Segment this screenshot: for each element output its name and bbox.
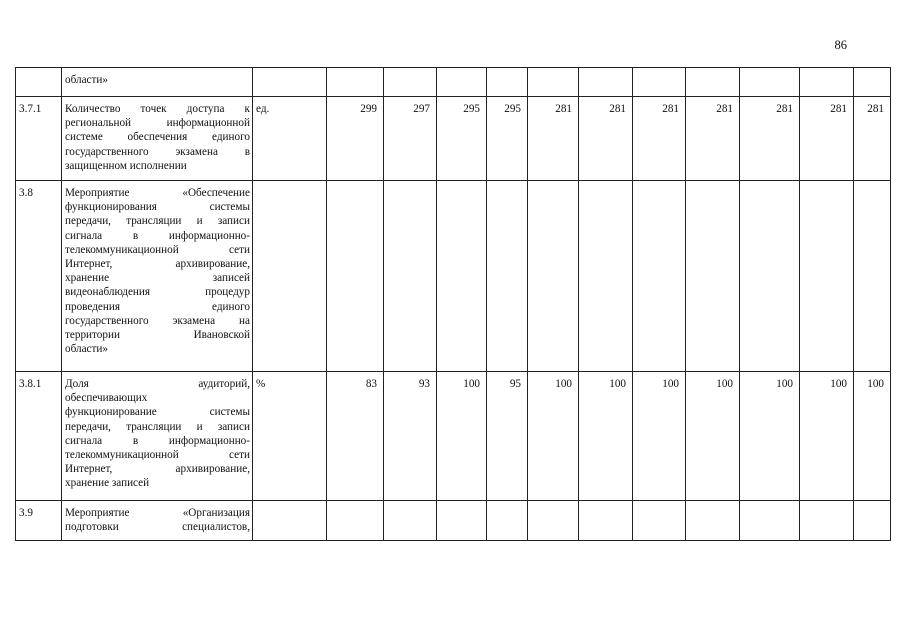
indicator-name-line: Интернет, архивирование, <box>65 258 250 271</box>
value-cell <box>685 500 739 541</box>
value-cell: 297 <box>383 96 436 180</box>
value-cell <box>527 180 578 371</box>
indicator-name-line: государственного экзамена в <box>65 145 250 158</box>
value-cell <box>486 67 527 96</box>
indicator-name-line: передачи, трансляции и записи <box>65 215 250 228</box>
value-cell: 281 <box>632 96 685 180</box>
indicator-name-line: государственного экзамена на <box>65 314 250 327</box>
indicator-name-line: подготовки специалистов, <box>65 521 250 534</box>
indicator-name-line: региональной информационной <box>65 117 250 130</box>
value-cell <box>799 180 853 371</box>
value-cell <box>383 180 436 371</box>
value-cell: 100 <box>739 371 799 500</box>
value-cell: 100 <box>527 371 578 500</box>
row-number-cell: 3.7.1 <box>15 96 61 180</box>
indicator-name-line: Мероприятие «Организация <box>65 507 250 519</box>
value-cell <box>436 500 486 541</box>
value-cell <box>578 67 632 96</box>
page-number: 86 <box>834 38 847 52</box>
indicator-name-line: обеспечивающих <box>65 392 148 405</box>
row-number-cell <box>15 67 61 96</box>
indicator-name-line: сигнала в информационно- <box>65 229 250 242</box>
indicator-name-line: Интернет, архивирование, <box>65 463 250 476</box>
value-cell: 281 <box>527 96 578 180</box>
indicator-name-line: телекоммуникационной сети <box>65 449 250 462</box>
value-cell <box>632 500 685 541</box>
indicator-name-cell <box>61 67 252 96</box>
value-cell <box>853 180 891 371</box>
indicator-name-cell <box>61 180 252 371</box>
indicator-name-line: видеонаблюдения процедур <box>65 286 250 299</box>
value-cell: 83 <box>326 371 383 500</box>
value-cell <box>486 500 527 541</box>
value-cell: 100 <box>436 371 486 500</box>
value-cell <box>799 67 853 96</box>
value-cell <box>436 67 486 96</box>
indicator-name-cell <box>61 500 252 541</box>
unit-cell: ед. <box>252 96 326 180</box>
indicator-name-cell <box>61 371 252 500</box>
value-cell <box>799 500 853 541</box>
value-cell <box>739 67 799 96</box>
unit-cell <box>252 500 326 541</box>
indicator-name-line: проведения единого <box>65 300 250 313</box>
value-cell: 295 <box>436 96 486 180</box>
indicator-name-line: передачи, трансляции и записи <box>65 420 250 433</box>
value-cell: 299 <box>326 96 383 180</box>
value-cell <box>853 67 891 96</box>
value-cell <box>578 180 632 371</box>
value-cell <box>739 180 799 371</box>
row-number-cell: 3.8 <box>15 180 61 371</box>
indicator-name-line: сигнала в информационно- <box>65 434 250 447</box>
row-number-cell: 3.8.1 <box>15 371 61 500</box>
value-cell <box>326 500 383 541</box>
value-cell <box>436 180 486 371</box>
value-cell: 100 <box>578 371 632 500</box>
value-cell: 100 <box>632 371 685 500</box>
indicator-name-line: области» <box>65 343 108 356</box>
unit-cell <box>252 180 326 371</box>
value-cell <box>853 500 891 541</box>
value-cell: 281 <box>578 96 632 180</box>
indicator-name-line: телекоммуникационной сети <box>65 243 250 256</box>
value-cell <box>632 180 685 371</box>
value-cell <box>383 500 436 541</box>
value-cell <box>326 180 383 371</box>
indicator-name-line: Доля аудиторий, <box>65 378 250 390</box>
indicator-name-line: Количество точек доступа к <box>65 103 250 115</box>
value-cell <box>739 500 799 541</box>
indicators-table <box>15 67 891 541</box>
indicator-name-line: защищенном исполнении <box>65 159 187 172</box>
indicator-name-line: функционирования системы <box>65 201 250 214</box>
value-cell: 281 <box>685 96 739 180</box>
value-cell: 100 <box>685 371 739 500</box>
indicator-name-line: территории Ивановской <box>65 329 250 342</box>
value-cell <box>685 67 739 96</box>
row-number-cell: 3.9 <box>15 500 61 541</box>
value-cell: 295 <box>486 96 527 180</box>
indicator-name-line: Мероприятие «Обеспечение <box>65 187 250 199</box>
value-cell: 100 <box>853 371 891 500</box>
indicator-name-line: системе обеспечения единого <box>65 131 250 144</box>
value-cell <box>685 180 739 371</box>
indicator-name-line: функционирование системы <box>65 406 250 419</box>
indicator-name-cell <box>61 96 252 180</box>
value-cell: 95 <box>486 371 527 500</box>
value-cell <box>383 67 436 96</box>
value-cell: 93 <box>383 371 436 500</box>
value-cell <box>527 500 578 541</box>
unit-cell: % <box>252 371 326 500</box>
value-cell: 281 <box>853 96 891 180</box>
value-cell: 100 <box>799 371 853 500</box>
value-cell <box>632 67 685 96</box>
indicator-name-line: области» <box>65 74 108 86</box>
value-cell: 281 <box>739 96 799 180</box>
value-cell: 281 <box>799 96 853 180</box>
value-cell <box>578 500 632 541</box>
indicator-name-line: хранение записей <box>65 477 150 490</box>
unit-cell <box>252 67 326 96</box>
value-cell <box>326 67 383 96</box>
value-cell <box>527 67 578 96</box>
indicator-name-line: хранение записей <box>65 272 250 285</box>
value-cell <box>486 180 527 371</box>
